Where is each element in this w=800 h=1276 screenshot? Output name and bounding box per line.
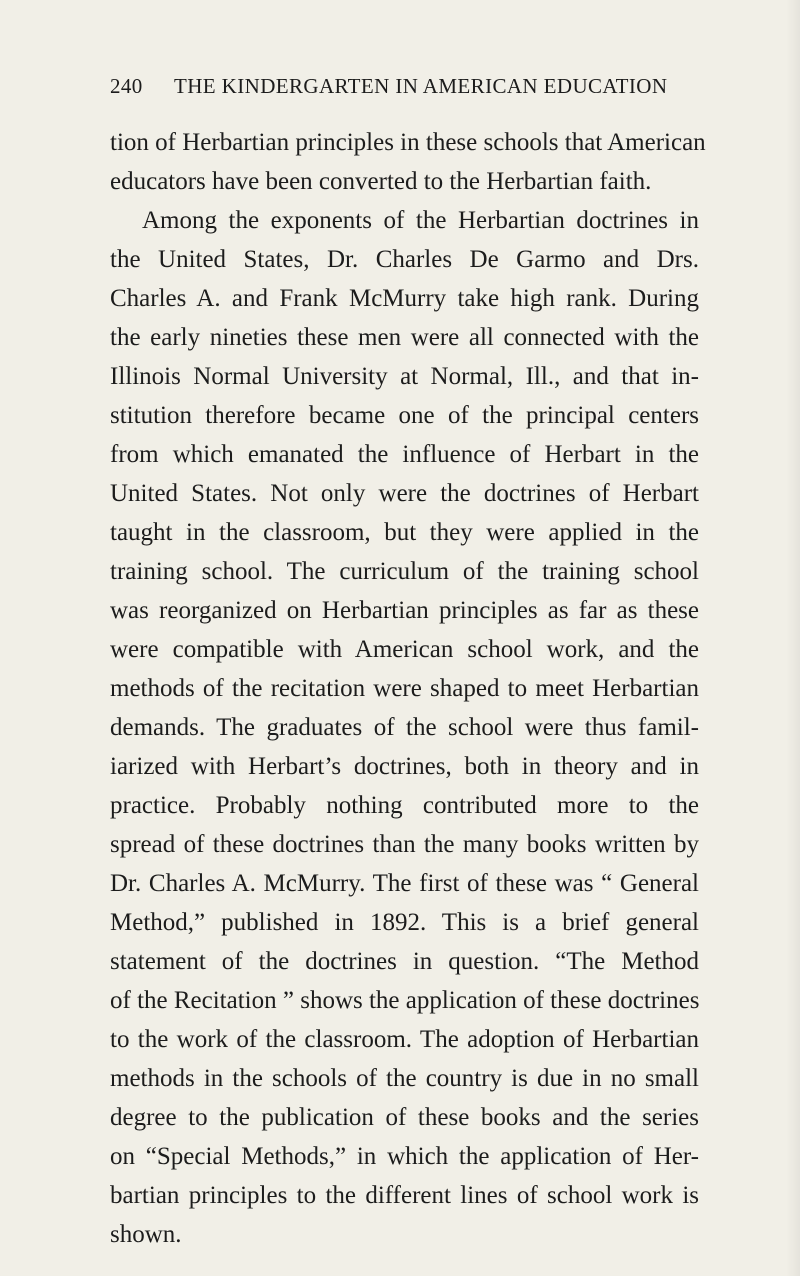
text-line: of the Recitation ” shows the application of these doctrines [110, 987, 700, 1014]
page-number: 240 [110, 74, 143, 98]
text-line: Charles A. and Frank McMurry take high rank. During [110, 285, 699, 312]
text-line: were compatible with American school work, and the [110, 636, 699, 663]
text-line: practice. Probably nothing contributed more to the [110, 792, 699, 819]
text-line: on “Special Methods,” in which the application of Her- [110, 1143, 699, 1170]
text-line: the early nineties these men were all connected with the [110, 324, 699, 351]
text-line: Illinois Normal University at Normal, Ill., and that in- [110, 363, 699, 390]
text-line: methods in the schools of the country is due in no small [110, 1065, 699, 1092]
text-line: training school. The curriculum of the training school [110, 558, 699, 585]
text-line: statement of the doctrines in question. “The Method [110, 948, 699, 975]
text-line: stitution therefore became one of the principal centers [110, 402, 699, 429]
page-edge-shadow [786, 0, 800, 1276]
text-line: tion of Herbartian principles in these schools that American [110, 129, 706, 156]
text-line: the United States, Dr. Charles De Garmo and Drs. [110, 246, 699, 273]
text-line: Dr. Charles A. McMurry. The first of these was “ General [110, 870, 699, 897]
text-line: to the work of the classroom. The adoption of Herbartian [110, 1026, 699, 1053]
text-line: shown. [110, 1221, 182, 1248]
running-head-title: THE KINDERGARTEN IN AMERICAN EDUCATION [174, 74, 668, 98]
running-head [110, 74, 700, 104]
text-line: iarized with Herbart’s doctrines, both in theory and in [110, 753, 699, 780]
text-line: methods of the recitation were shaped to meet Herbartian [110, 675, 699, 702]
text-line: United States. Not only were the doctrines of Herbart [110, 480, 699, 507]
text-line: educators have been converted to the Herbartian faith. [110, 168, 652, 195]
text-line: from which emanated the influence of Herbart in the [110, 441, 699, 468]
text-line: Among the exponents of the Herbartian doctrines in [142, 207, 699, 234]
text-line: degree to the publication of these books and the series [110, 1104, 699, 1131]
text-line: taught in the classroom, but they were applied in the [110, 519, 699, 546]
text-line: demands. The graduates of the school were thus famil- [110, 714, 699, 741]
text-line: bartian principles to the different lines of school work is [110, 1182, 699, 1209]
body-text [110, 123, 706, 1254]
text-line: was reorganized on Herbartian principles as far as these [110, 597, 699, 624]
text-line: spread of these doctrines than the many books written by [110, 831, 699, 858]
text-line: Method,” published in 1892. This is a brief general [110, 909, 699, 936]
